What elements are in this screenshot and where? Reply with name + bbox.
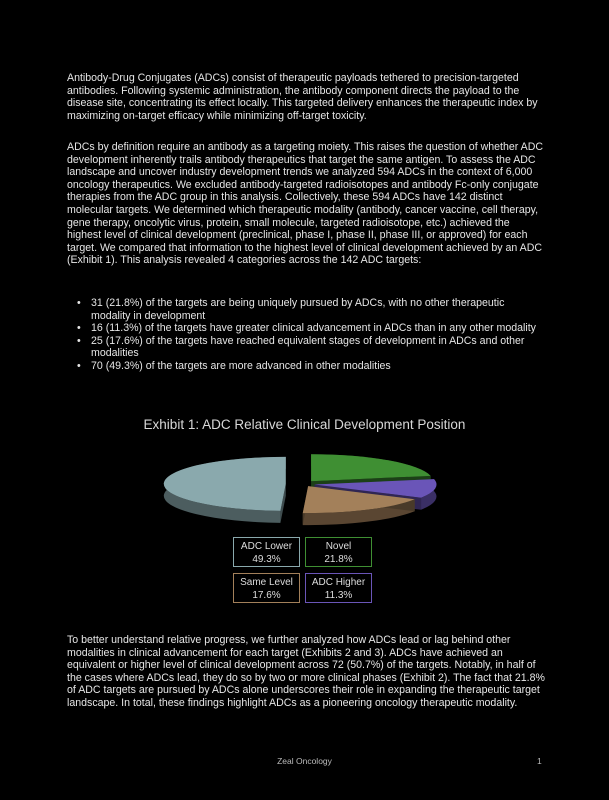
legend-value: 11.3% xyxy=(324,590,353,601)
exhibit-title: Exhibit 1: ADC Relative Clinical Development Position xyxy=(143,417,466,432)
legend-value: 17.6% xyxy=(252,590,281,601)
analysis-paragraph: ADCs by definition require an antibody as a targeting moiety. This raises the question of whether ADC development inherently trails antibody therapeutics that target the same antigen. To assess the ADC landscape and uncover industry development trends we analyzed 594 ADCs in the context of 6,000 oncology therapeutics. We excluded antibody-targeted radioisotopes and antibody Fc-only conjugate therapies from the ADC group in this analysis. Collectively, these 594 ADCs have 142 distinct molecular targets. We determined which therapeutic modality (antibody, cancer vaccine, cell therapy, gene therapy, oncolytic virus, protein, small molecule, targeted radioisotope, etc.) achieved the highest level of clinical development (preclinical, phase I, phase II, phase III, or approved) for each target. We compared that information to the highest level of clinical development achieved by an ADC (Exhibit 1). This analysis revealed 4 categories across the 142 ADC targets: xyxy=(67,141,543,267)
list-item: • 70 (49.3%) of the targets are more advanced in other modalities xyxy=(67,360,545,373)
legend-entry-adc-lower xyxy=(233,537,300,567)
legend-label: ADC Lower xyxy=(240,541,293,552)
pie-slices xyxy=(164,454,437,525)
legend-entry-adc-higher xyxy=(305,573,372,603)
category-list xyxy=(67,297,545,373)
conclusion-paragraph: To better understand relative progress, we further analyzed how ADCs lead or lag behind other modalities in clinical advancement for each target (Exhibits 2 and 3). ADCs have achieved an equivalent or higher level of clinical development across 72 (50.7%) of the targets. Notably, in half of the cases where ADCs lead, they do so by two or more clinical phases (Exhibit 2). The fact that 21.8% of ADC targets are pursued by ADCs alone underscores their role in expanding the therapeutic target landscape. In total, these findings highlight ADCs as a pioneering oncology therapeutic modality. xyxy=(67,634,545,709)
chart-legend xyxy=(233,537,375,605)
footer-company: Zeal Oncology xyxy=(277,756,332,766)
pie-chart xyxy=(0,440,609,540)
legend-label: ADC Higher xyxy=(311,577,366,588)
legend-value: 21.8% xyxy=(324,554,353,565)
list-item: • 31 (21.8%) of the targets are being uniquely pursued by ADCs, with no other therapeutic modality in development xyxy=(67,297,545,322)
intro-paragraph: Antibody-Drug Conjugates (ADCs) consist of therapeutic payloads tethered to precision-targeted antibodies. Following systemic administration, the antibody component directs the payload to the disease site, concentrating its effect locally. This targeted delivery enhances the therapeutic index by maximizing on-target efficacy while minimizing off-target toxicity. xyxy=(67,72,538,122)
legend-label: Same Level xyxy=(240,577,293,588)
page-number: 1 xyxy=(537,756,542,766)
pie-slice-adc-lower xyxy=(164,457,286,523)
legend-value: 49.3% xyxy=(252,554,281,565)
list-item: • 25 (17.6%) of the targets have reached equivalent stages of development in ADCs and other modalities xyxy=(67,335,545,360)
list-item: • 16 (11.3%) of the targets have greater clinical advancement in ADCs than in any other modality xyxy=(67,322,545,335)
legend-entry-novel xyxy=(305,537,372,567)
legend-label: Novel xyxy=(325,541,352,552)
legend-entry-same-level xyxy=(233,573,300,603)
